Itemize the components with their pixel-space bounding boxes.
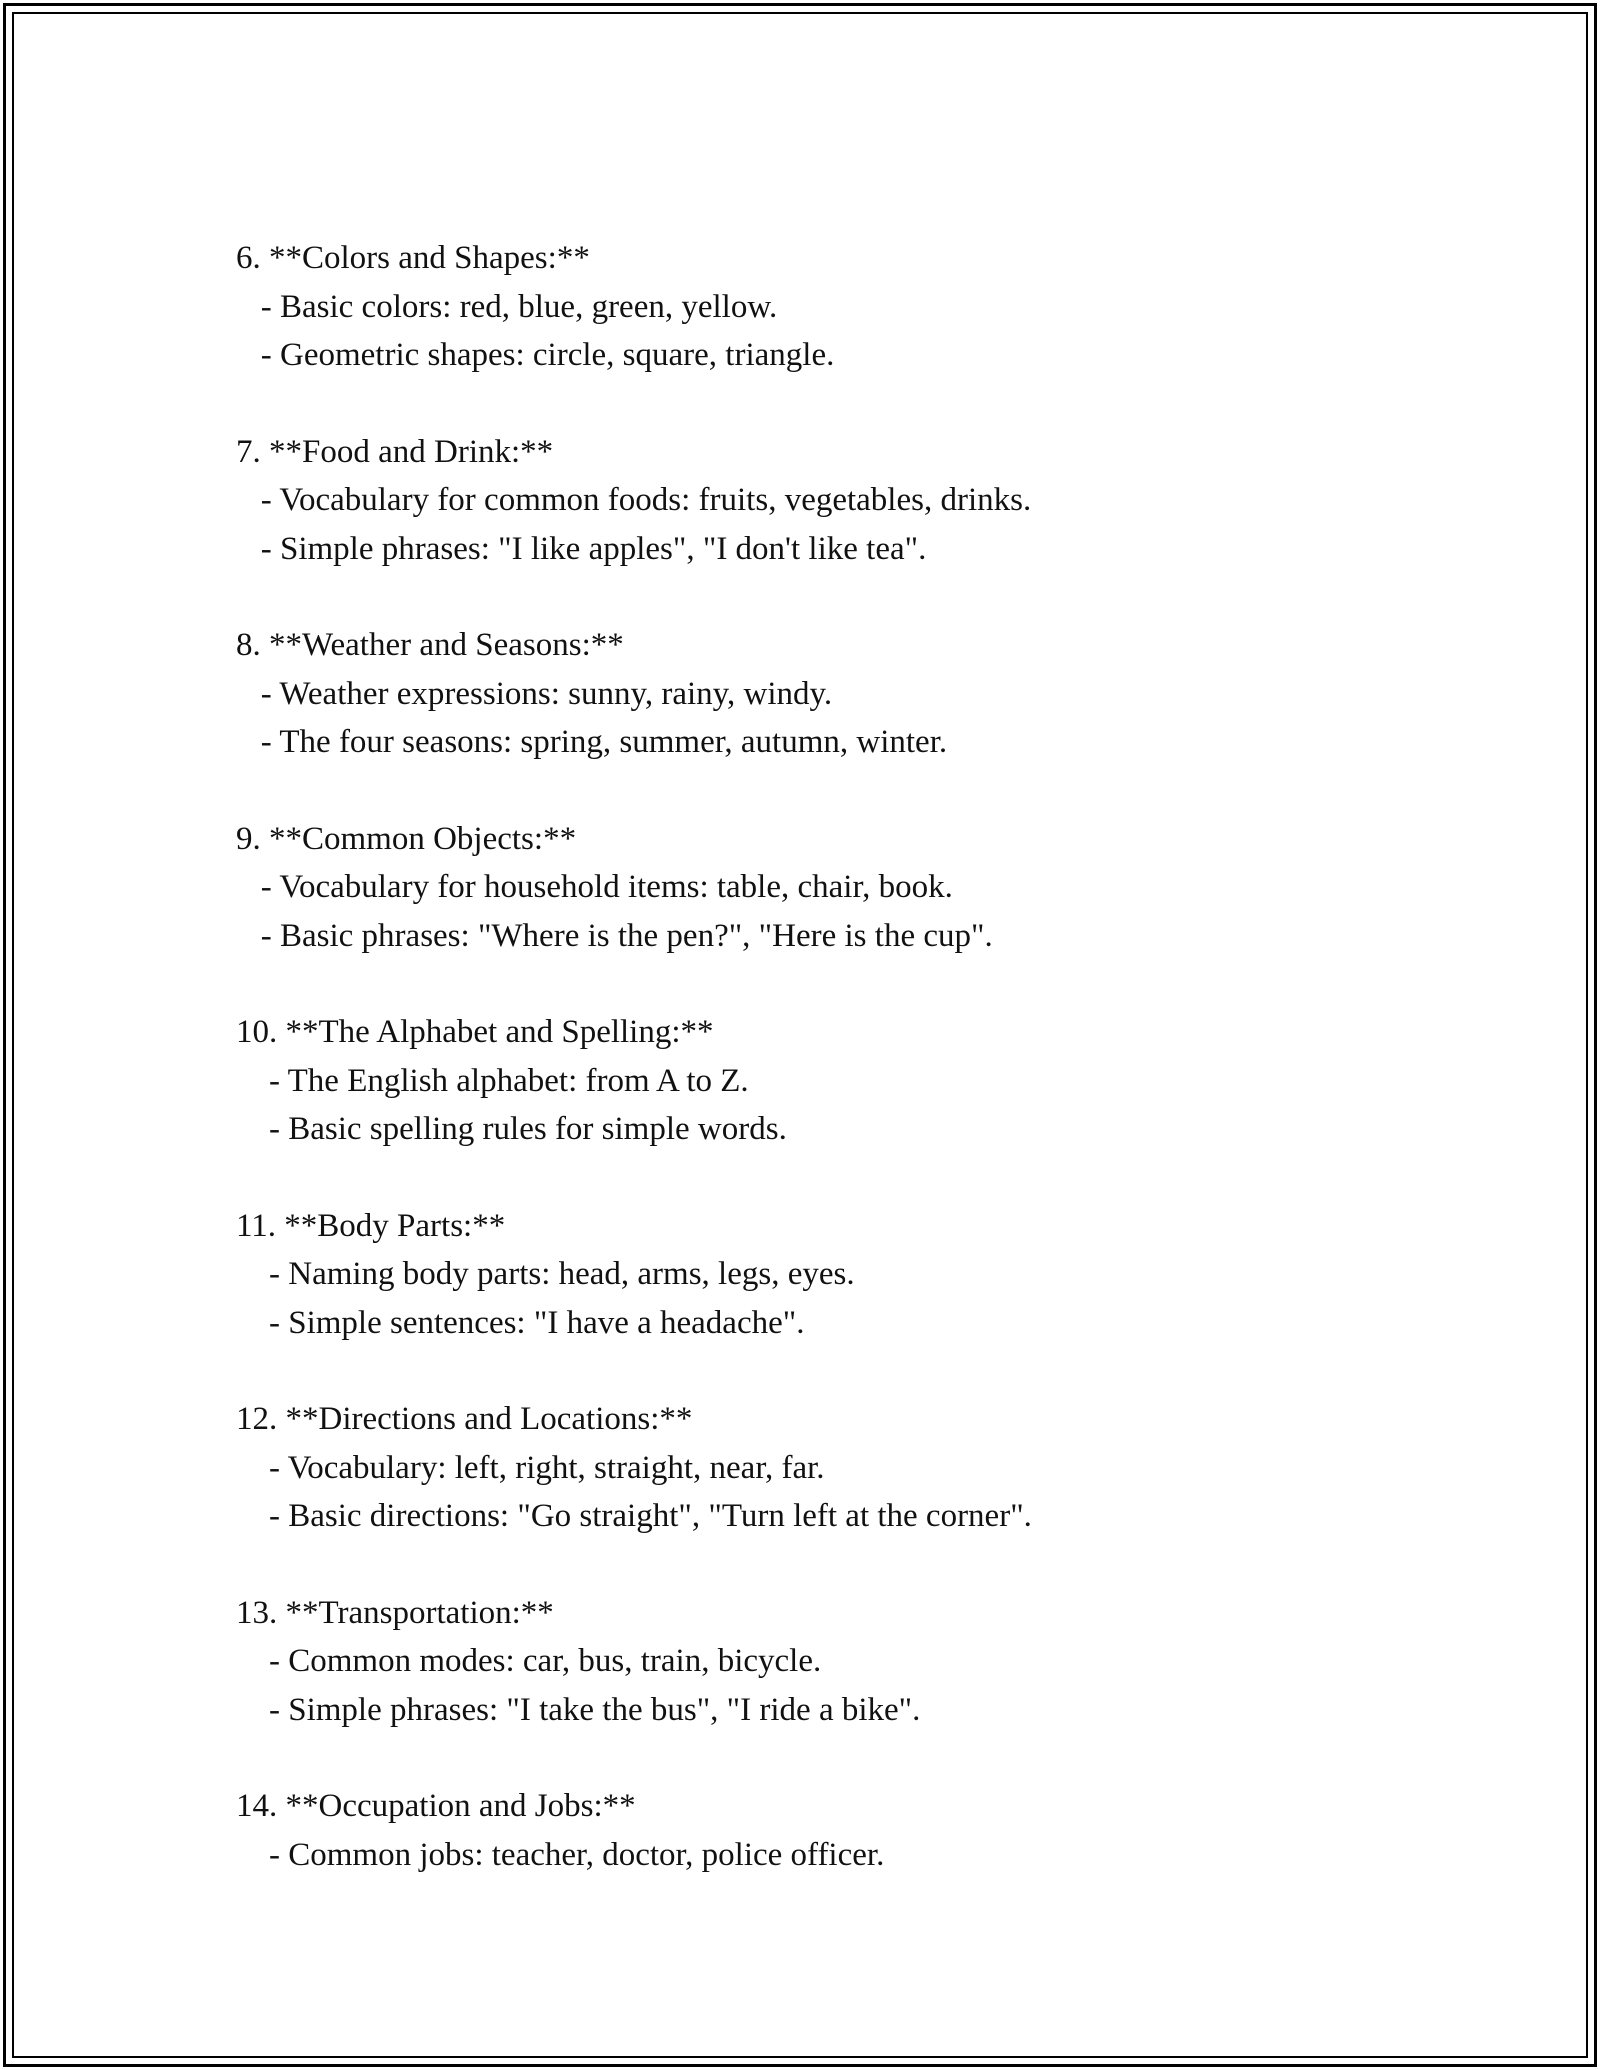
- section-transportation: [236, 1589, 1032, 1735]
- list-item: - Weather expressions: sunny, rainy, windy.: [236, 675, 833, 712]
- list-item: - Simple sentences: "I have a headache".: [236, 1304, 805, 1341]
- section-heading: 10. **The Alphabet and Spelling:**: [236, 1014, 714, 1050]
- list-item: - Vocabulary: left, right, straight, near, far.: [236, 1449, 825, 1486]
- section-heading: 8. **Weather and Seasons:**: [236, 627, 624, 663]
- section-heading: 7. **Food and Drink:**: [236, 433, 554, 470]
- section-heading: 14. **Occupation and Jobs:**: [236, 1788, 636, 1824]
- list-item: - Common modes: car, bus, train, bicycle.: [236, 1643, 822, 1679]
- list-item: - Basic phrases: "Where is the pen?", "Here is the cup".: [236, 917, 993, 954]
- list-item: - Vocabulary for common foods: fruits, vegetables, drinks.: [236, 482, 1032, 518]
- section-heading: 6. **Colors and Shapes:**: [236, 240, 590, 276]
- section-occupation-jobs: [236, 1782, 1032, 1879]
- section-directions-locations: [236, 1395, 1032, 1541]
- section-heading: 9. **Common Objects:**: [236, 820, 577, 857]
- list-item: - Vocabulary for household items: table, chair, book.: [236, 869, 953, 905]
- section-heading: 12. **Directions and Locations:**: [236, 1401, 693, 1437]
- section-alphabet-spelling: [236, 1008, 1032, 1154]
- section-heading: 11. **Body Parts:**: [236, 1207, 506, 1244]
- list-item: - Geometric shapes: circle, square, triangle.: [236, 337, 835, 373]
- section-body-parts: [236, 1202, 1032, 1348]
- list-item: - Common jobs: teacher, doctor, police officer.: [236, 1836, 885, 1873]
- list-item: - Basic spelling rules for simple words.: [236, 1111, 787, 1147]
- list-item: - Basic directions: "Go straight", "Turn left at the corner".: [236, 1498, 1032, 1534]
- section-common-objects: [236, 815, 1032, 961]
- list-item: - The four seasons: spring, summer, autumn, winter.: [236, 724, 948, 760]
- list-item: - The English alphabet: from A to Z.: [236, 1062, 749, 1099]
- list-item: - Simple phrases: "I like apples", "I don't like tea".: [236, 530, 927, 567]
- list-item: - Basic colors: red, blue, green, yellow.: [236, 288, 778, 325]
- section-food-drink: [236, 428, 1032, 574]
- section-colors-shapes: [236, 234, 1032, 380]
- list-item: - Naming body parts: head, arms, legs, eyes.: [236, 1256, 855, 1292]
- section-heading: 13. **Transportation:**: [236, 1594, 554, 1631]
- section-weather-seasons: [236, 621, 1032, 767]
- list-item: - Simple phrases: "I take the bus", "I ride a bike".: [236, 1691, 921, 1728]
- document-body: [236, 234, 1032, 1927]
